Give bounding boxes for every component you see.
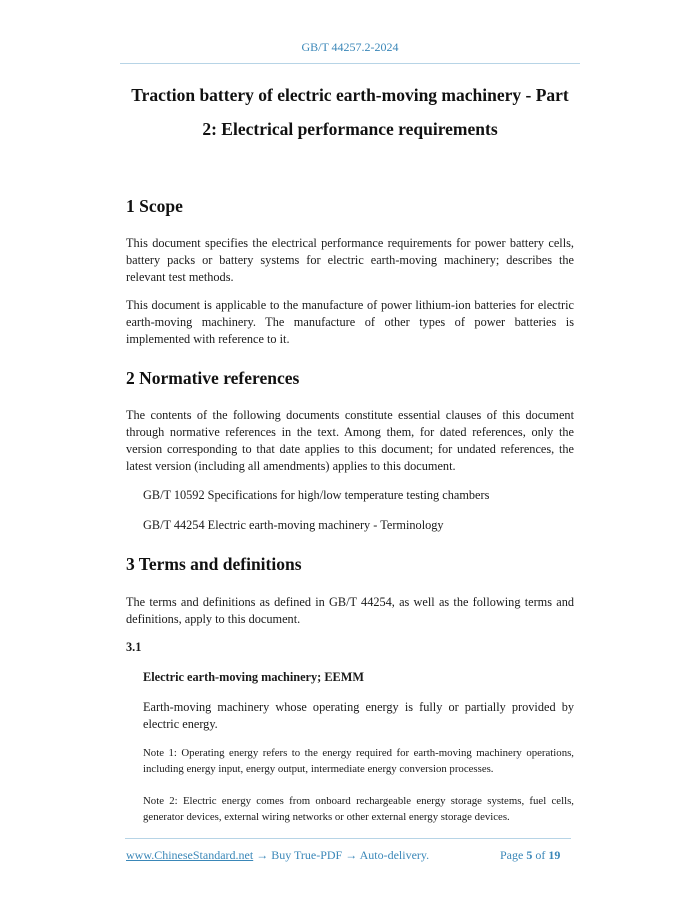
document-title-line-2: 2: Electrical performance requirements (202, 119, 498, 139)
scope-paragraph-1: This document specifies the electrical performance requirements for power battery cells, battery packs or battery systems for electric earth-moving machinery; describes the relevant test methods. (126, 236, 574, 284)
section-heading-terms: 3 Terms and definitions (126, 554, 302, 574)
term-note-2: Note 2: Electric energy comes from onboard rechargeable energy storage systems, fuel cells, generator devices, external wiring networks or other external energy storage devices. (143, 795, 574, 823)
section-heading-scope: 1 Scope (126, 196, 183, 216)
page-indicator (500, 848, 560, 863)
buy-pdf-text: Buy True-PDF (271, 848, 343, 862)
footer-divider (125, 838, 571, 839)
terms-intro: The terms and definitions as defined in GB/T 44254, as well as the following terms and definitions, apply to this document. (126, 595, 574, 626)
section-heading-normative-references: 2 Normative references (126, 368, 300, 388)
auto-delivery-text: Auto-delivery. (359, 848, 430, 862)
document-title-line-1: Traction battery of electric earth-moving machinery - Part (131, 85, 569, 105)
header-divider (120, 63, 580, 64)
arrow-right-icon: → (253, 848, 272, 862)
page-of-label: of (535, 848, 546, 862)
term-definition: Earth-moving machinery whose operating energy is fully or partially provided by electric energy. (143, 700, 574, 731)
arrow-right-icon: → (342, 848, 360, 862)
website-link[interactable]: www.ChineseStandard.net (126, 848, 254, 862)
page-label: Page (500, 848, 524, 862)
reference-item: GB/T 10592 Specifications for high/low temperature testing chambers (143, 488, 490, 502)
page-current: 5 (526, 848, 533, 862)
footer-promo (126, 848, 429, 863)
page-total: 19 (548, 848, 561, 862)
reference-item: GB/T 44254 Electric earth-moving machinery - Terminology (143, 518, 444, 532)
clause-number: 3.1 (126, 640, 142, 654)
scope-paragraph-2: This document is applicable to the manufacture of power lithium-ion batteries for electric earth-moving machinery. The manufacture of other types of power batteries is implemented with reference to it. (126, 298, 574, 346)
standard-code-header: GB/T 44257.2-2024 (301, 40, 399, 54)
term-note-1: Note 1: Operating energy refers to the energy required for earth-moving machinery operations, including energy input, energy output, intermediate energy conversion processes. (143, 747, 574, 775)
term-name: Electric earth-moving machinery; EEMM (143, 670, 364, 684)
normative-references-intro: The contents of the following documents constitute essential clauses of this document through normative references in the text. Among them, for dated references, only the version corresponding to that date applies to this document; for undated references, the latest version (including all amendments) applies to this document. (126, 408, 574, 473)
